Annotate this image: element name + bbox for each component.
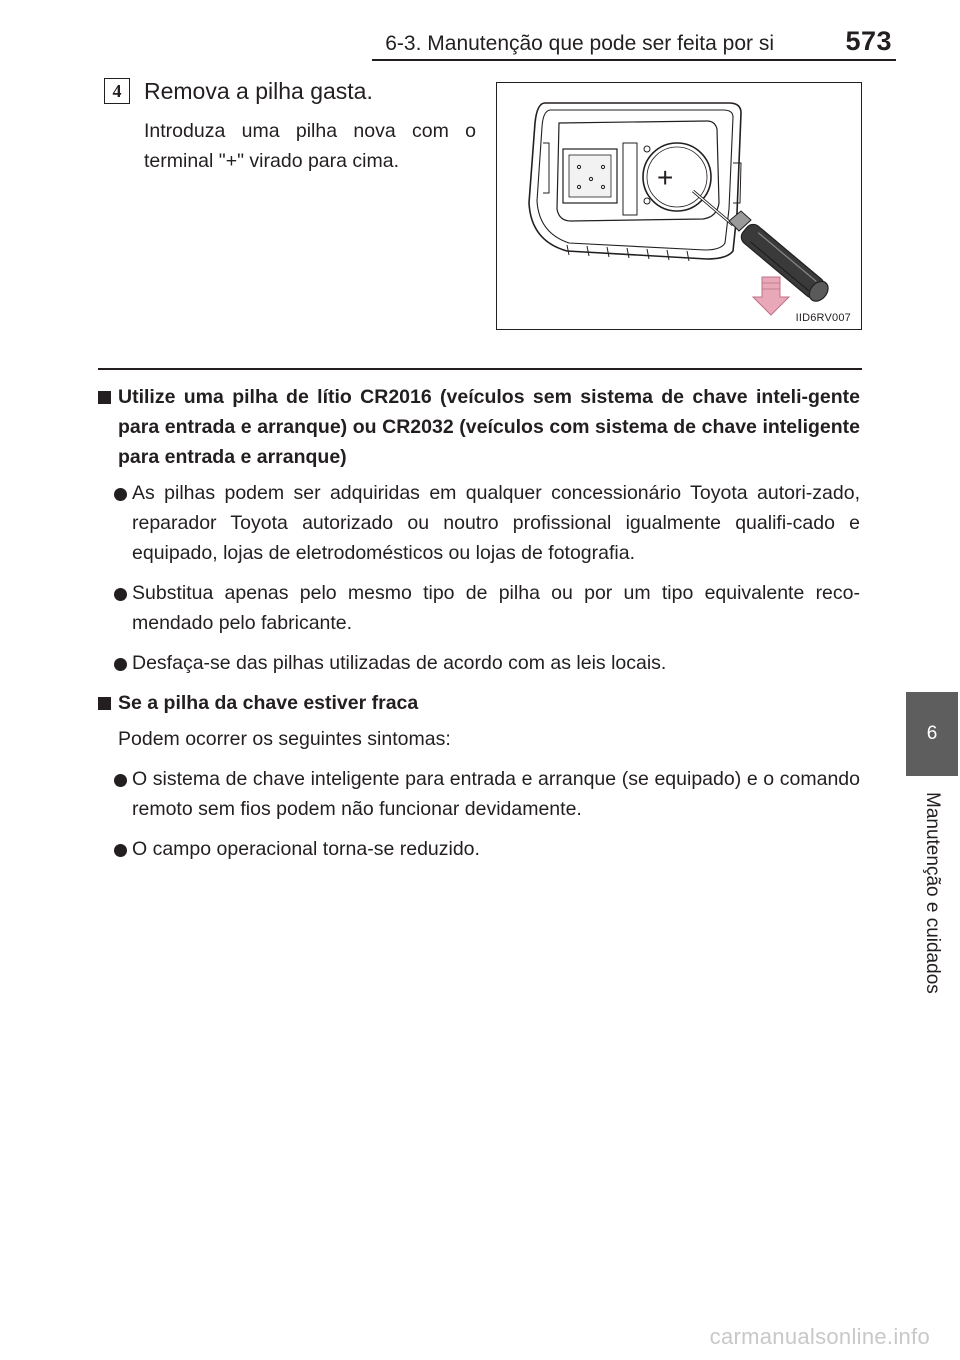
page-number: 573 [845, 26, 892, 56]
chapter-label-text: Manutenção e cuidados [922, 792, 943, 994]
header-section-title: 6-3. Manutenção que pode ser feita por si [385, 32, 774, 55]
heading-text: Utilize uma pilha de lítio CR2016 (veículos sem sistema de chave inteli-gente para entrada e arranque) ou CR2032 (veículos com sistema de chave inteligente para entrada e arranque) [118, 386, 860, 468]
header-rule [372, 59, 896, 61]
figure-code: IID6RV007 [795, 312, 851, 324]
round-bullet-icon [114, 588, 127, 601]
round-bullet-icon [114, 488, 127, 501]
square-bullet-icon [98, 391, 111, 404]
chapter-tab[interactable]: 6 [906, 692, 958, 776]
chapter-label [915, 792, 949, 1012]
list-item-text: O campo operacional torna-se reduzido. [132, 838, 480, 860]
list-item-text: O sistema de chave inteligente para entrada e arranque (se equipado) e o comando remoto sem fios podem não funcionar devidamente. [132, 768, 860, 820]
notes-body [98, 382, 860, 874]
watermark: carmanualsonline.info [709, 1324, 930, 1349]
list-item [98, 648, 860, 678]
round-bullet-icon [114, 774, 127, 787]
round-bullet-icon [114, 658, 127, 671]
page-header [0, 0, 960, 60]
section-divider [98, 368, 862, 370]
list-item-text: Desfaça-se das pilhas utilizadas de acordo com as leis locais. [132, 652, 667, 674]
step-description: Introduza uma pilha nova com o terminal "+" virado para cima. [144, 120, 476, 172]
plus-terminal-symbol: + [657, 162, 674, 193]
list-item [98, 578, 860, 638]
step-title: Remova a pilha gasta. [144, 78, 373, 104]
square-bullet-icon [98, 697, 111, 710]
step-number-box: 4 [104, 78, 130, 104]
round-bullet-icon [114, 844, 127, 857]
section-intro: Podem ocorrer os seguintes sintomas: [118, 728, 451, 750]
list-item [98, 478, 860, 568]
heading-text: Se a pilha da chave estiver fraca [118, 692, 419, 714]
list-item-text: Substitua apenas pelo mesmo tipo de pilha ou por um tipo equivalente reco-mendado pelo fabricante. [132, 582, 860, 634]
list-item-text: As pilhas podem ser adquiridas em qualquer concessionário Toyota autori-zado, reparador Toyota autorizado ou noutro profissional igualmente qualifi-cado e equipado, lojas de eletrodomésticos ou lojas de fotografia. [132, 482, 860, 564]
battery-removal-illustration [496, 82, 862, 330]
section-heading-battery-type [98, 382, 860, 472]
section-heading-weak-battery [98, 688, 860, 718]
list-item [98, 764, 860, 824]
list-item [98, 834, 860, 864]
key-fob-drawing [497, 83, 862, 330]
